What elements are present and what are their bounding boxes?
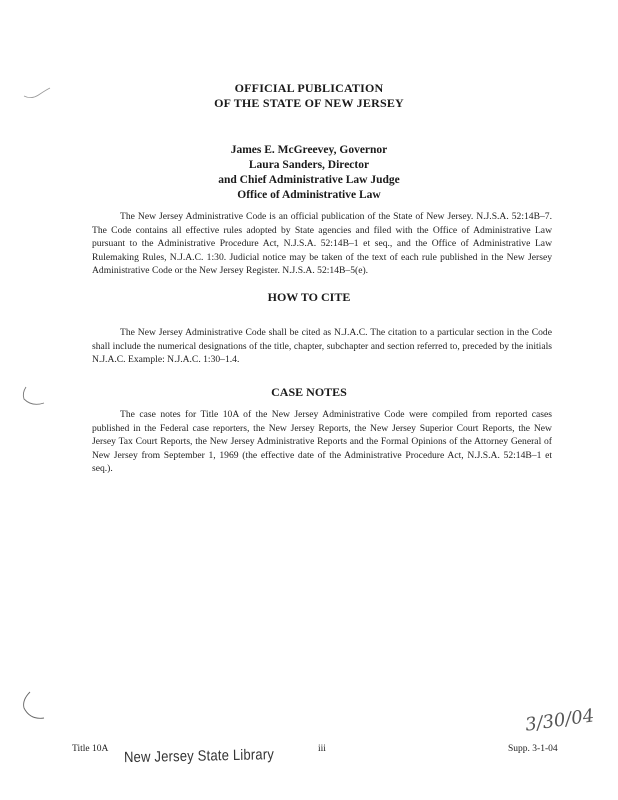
judge-line: and Chief Administrative Law Judge — [218, 174, 400, 186]
handwritten-date: 3/30/04 — [523, 705, 596, 736]
how-to-cite-heading: HOW TO CITE — [267, 290, 351, 304]
publication-title-line1: OFFICIAL PUBLICATION — [234, 81, 384, 95]
case-notes-heading: CASE NOTES — [271, 385, 347, 399]
library-stamp: New Jersey State Library — [123, 745, 275, 766]
director-line: Laura Sanders, Director — [248, 159, 370, 171]
governor-line: James E. McGreevey, Governor — [230, 144, 388, 156]
office-line: Office of Administrative Law — [237, 189, 381, 201]
publication-title-line2: OF THE STATE OF NEW JERSEY — [214, 96, 404, 110]
supplement-date: Supp. 3-1-04 — [508, 744, 558, 754]
how-to-cite-paragraph: The New Jersey Administrative Code shall be cited as N.J.A.C. The citation to a particular section in the Code shall include the numerical designations of the title, chapter, subchapter and section referred to, preceded by the initials N.J.A.C. Example: N.J.A.C. 1:30–1.4. — [92, 327, 552, 366]
intro-paragraph: The New Jersey Administrative Code is an official publication of the State of New Jersey. N.J.S.A. 52:14B–7. The Code contains all effective rules adopted by State agencies and filed with the Office of Administrative Law pursuant to the Administrative Procedure Act, N.J.S.A. 52:14B–1 et seq., and the Office of Administrative Law Rulemaking Rules, N.J.A.C. 1:30. Judicial notice may be taken of the text of each rule published in the New Jersey Administrative Code or the New Jersey Register. N.J.S.A. 52:14B–5(e). — [92, 211, 552, 277]
page-number: iii — [318, 744, 326, 754]
footer-title: Title 10A — [72, 744, 109, 754]
case-notes-paragraph: The case notes for Title 10A of the New Jersey Administrative Code were compiled from reported cases published in the Federal case reporters, the New Jersey Reports, the New Jersey Superior Court Reports, the New Jersey Tax Court Reports, the New Jersey Administrative Reports and the Formal Opinions of the Attorney General of New Jersey from September 1, 1969 (the effective date of the Administrative Procedure Act, N.J.S.A. 52:14B–1 et seq.). — [92, 409, 552, 475]
scan-mark — [18, 690, 48, 726]
